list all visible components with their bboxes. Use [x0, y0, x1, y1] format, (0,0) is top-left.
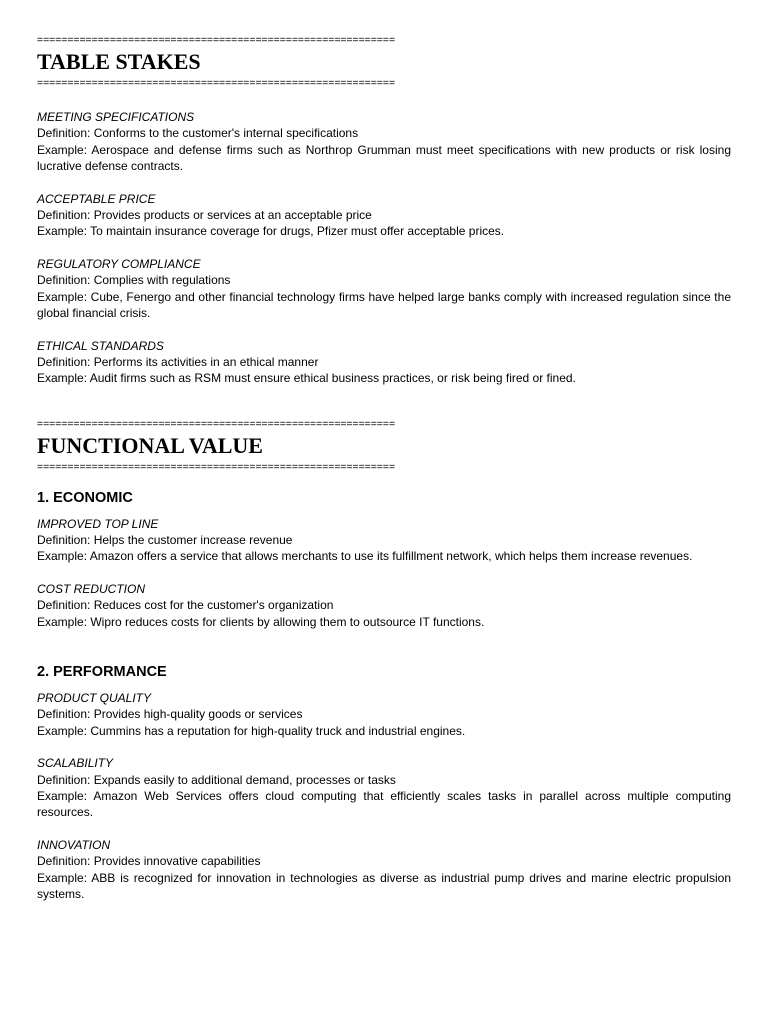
item-regulatory-compliance — [37, 256, 731, 321]
item-definition: Definition: Provides products or services at an acceptable price — [37, 207, 372, 222]
item-definition: Definition: Helps the customer increase revenue — [37, 532, 293, 547]
item-name: REGULATORY COMPLIANCE — [37, 257, 201, 272]
item-definition: Definition: Complies with regulations — [37, 273, 231, 288]
item-definition: Definition: Provides innovative capabilities — [37, 854, 261, 869]
item-example: Example: Cube, Fenergo and other financial technology firms have helped large banks comply with increased regulation since the global financial crisis. — [37, 289, 731, 320]
rule-line: =========================================================== — [37, 36, 396, 46]
item-name: IMPROVED TOP LINE — [37, 516, 159, 531]
item-cost-reduction — [37, 581, 731, 630]
item-scalability — [37, 755, 731, 820]
item-definition: Definition: Performs its activities in an ethical manner — [37, 355, 319, 370]
rule-line: =========================================================== — [37, 79, 396, 89]
item-example: Example: Audit firms such as RSM must ensure ethical business practices, or risk being fired or fined. — [37, 371, 576, 386]
item-definition: Definition: Conforms to the customer's internal specifications — [37, 126, 359, 141]
item-name: PRODUCT QUALITY — [37, 690, 152, 705]
item-product-quality — [37, 690, 731, 739]
item-example: Example: ABB is recognized for innovation in technologies as diverse as industrial pump drives and marine electric propulsion systems. — [37, 870, 731, 901]
item-example: Example: Cummins has a reputation for high-quality truck and industrial engines. — [37, 723, 466, 738]
item-name: SCALABILITY — [37, 756, 114, 771]
item-name: MEETING SPECIFICATIONS — [37, 110, 195, 124]
item-improved-top-line — [37, 516, 731, 565]
item-definition: Definition: Reduces cost for the customer's organization — [37, 598, 334, 613]
document-page — [37, 36, 731, 902]
item-definition: Definition: Expands easily to additional demand, processes or tasks — [37, 772, 396, 787]
item-name: ETHICAL STANDARDS — [37, 338, 164, 353]
item-definition: Definition: Provides high-quality goods or services — [37, 707, 303, 722]
item-example: Example: Aerospace and defense firms such as Northrop Grumman must meet specifications with new products or risk losing lucrative defense contracts. — [37, 142, 731, 173]
item-example: Example: Wipro reduces costs for clients by allowing them to outsource IT functions. — [37, 614, 485, 629]
item-meeting-specifications — [37, 109, 731, 174]
item-example: Example: Amazon offers a service that allows merchants to use its fulfillment network, which helps them increase revenues. — [37, 549, 693, 564]
item-name: COST REDUCTION — [37, 582, 145, 597]
section-title-functional-value: FUNCTIONAL VALUE — [37, 432, 263, 458]
subsection-title-performance: 2. PERFORMANCE — [37, 663, 167, 680]
subsection-title-economic: 1. ECONOMIC — [37, 489, 133, 506]
section-title-table-stakes: TABLE STAKES — [37, 49, 201, 74]
rule-line: =========================================================== — [37, 462, 396, 473]
item-name: INNOVATION — [37, 838, 111, 853]
item-acceptable-price — [37, 191, 731, 240]
item-example: Example: Amazon Web Services offers cloud computing that efficiently scales tasks in parallel across multiple computing resources. — [37, 788, 731, 820]
item-name: ACCEPTABLE PRICE — [37, 191, 156, 206]
item-innovation — [37, 837, 731, 902]
item-ethical-standards — [37, 338, 731, 387]
rule-line: =========================================================== — [37, 419, 396, 430]
item-example: Example: To maintain insurance coverage for drugs, Pfizer must offer acceptable prices. — [37, 224, 505, 239]
